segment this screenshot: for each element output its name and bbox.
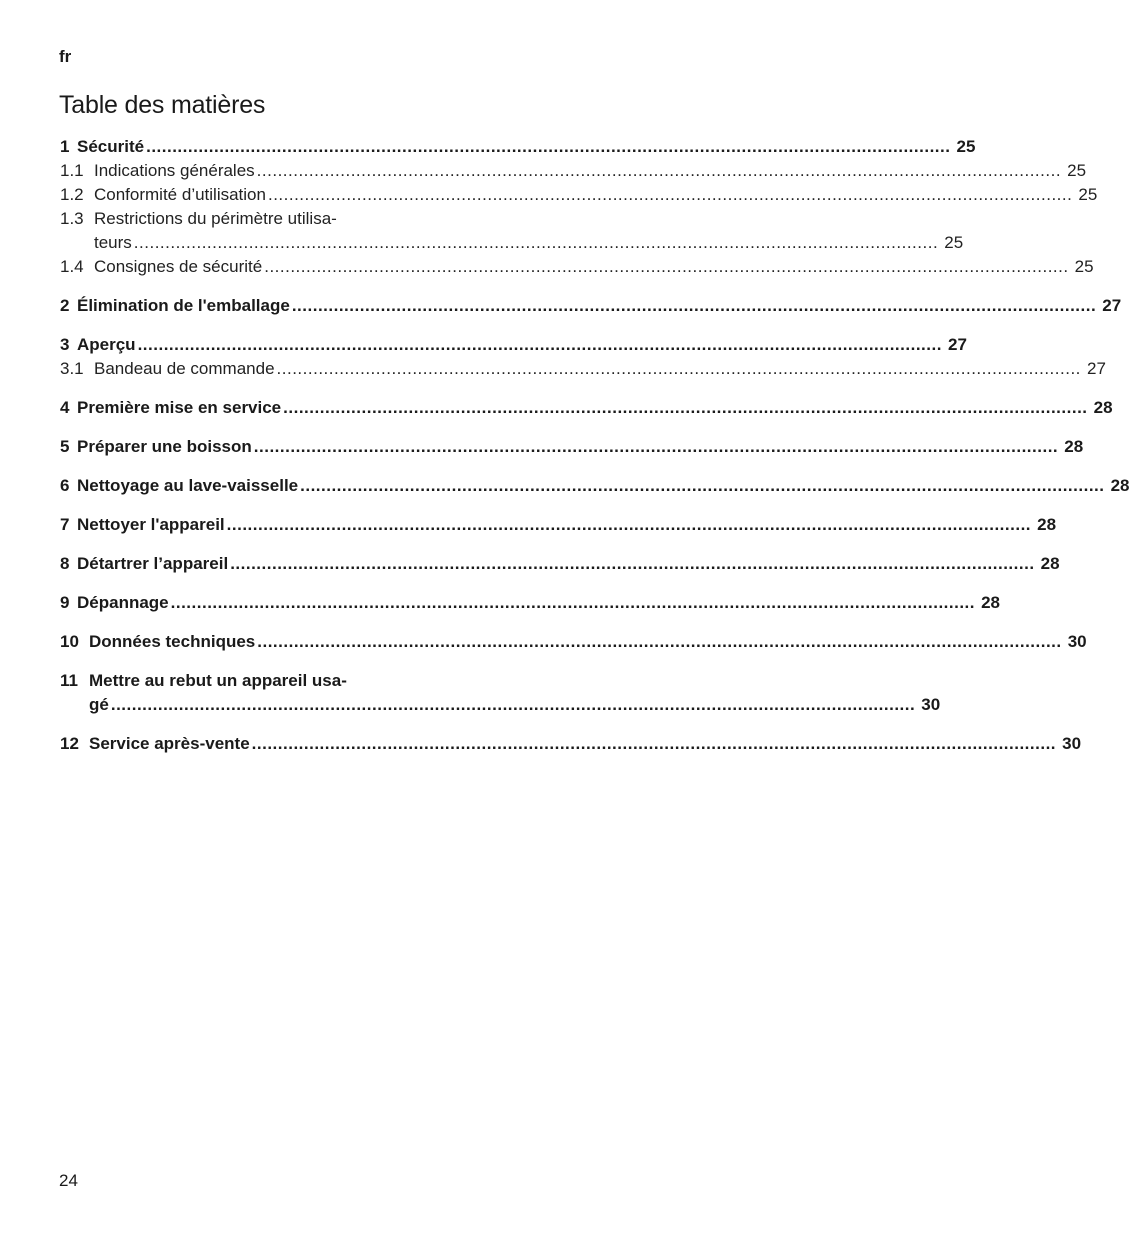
toc-entry-number: 10 bbox=[60, 632, 79, 651]
dot-leader bbox=[227, 513, 1031, 537]
toc-entry-page: 25 bbox=[956, 137, 976, 156]
dot-leader bbox=[283, 396, 1087, 420]
toc-entry-number: 7 bbox=[60, 515, 70, 534]
toc-entry-label: Préparer une boisson bbox=[77, 437, 252, 456]
toc-entry-number: 9 bbox=[60, 593, 70, 612]
toc-entry-page: 30 bbox=[921, 695, 941, 714]
toc-entry-securite[interactable] bbox=[60, 135, 976, 159]
toc-entry-donnees-techniques[interactable] bbox=[60, 630, 1087, 654]
toc-section-4 bbox=[60, 396, 1113, 420]
toc-entry-label: Dépannage bbox=[77, 593, 169, 612]
toc-entry-page: 28 bbox=[1040, 554, 1060, 573]
toc-section-5 bbox=[60, 435, 1084, 459]
table-of-contents bbox=[60, 135, 1130, 771]
toc-entry-label: Service après-vente bbox=[89, 734, 250, 753]
page-title: Table des matières bbox=[59, 91, 266, 119]
dot-leader bbox=[138, 333, 942, 357]
toc-entry-page: 28 bbox=[1064, 437, 1084, 456]
toc-section-2 bbox=[60, 294, 1122, 318]
toc-entry-line-2 bbox=[60, 693, 941, 717]
toc-entry-number: 1.3 bbox=[60, 209, 84, 228]
toc-entry-label: Restrictions du périmètre utilisa- bbox=[94, 209, 337, 228]
dot-leader bbox=[257, 630, 1061, 654]
toc-section-11 bbox=[60, 669, 941, 717]
toc-entry-service-apres-vente[interactable] bbox=[60, 732, 1082, 756]
toc-entry-page: 27 bbox=[948, 335, 967, 354]
toc-entry-page: 25 bbox=[1078, 185, 1098, 204]
toc-entry-number: 4 bbox=[60, 398, 70, 417]
toc-entry-page: 30 bbox=[1062, 734, 1082, 753]
toc-entry-page: 27 bbox=[1086, 359, 1106, 378]
dot-leader bbox=[134, 231, 938, 255]
dot-leader bbox=[171, 591, 975, 615]
toc-entry-page: 30 bbox=[1067, 632, 1087, 651]
toc-entry-number: 1.2 bbox=[60, 185, 84, 204]
toc-entry-number: 8 bbox=[60, 554, 70, 573]
toc-entry-nettoyer-appareil[interactable] bbox=[60, 513, 1057, 537]
toc-entry-label: Données techniques bbox=[89, 632, 256, 651]
language-code: fr bbox=[59, 47, 72, 66]
toc-entry-number: 1 bbox=[60, 137, 70, 156]
toc-entry-page: 25 bbox=[1074, 257, 1094, 276]
toc-section-8 bbox=[60, 552, 1060, 576]
toc-entry-page: 27 bbox=[1102, 296, 1122, 315]
toc-entry-label: Indications générales bbox=[94, 161, 255, 180]
toc-entry-indications-generales[interactable] bbox=[60, 159, 1087, 183]
toc-entry-label: Nettoyage au lave-vaisselle bbox=[77, 476, 299, 495]
dot-leader bbox=[257, 159, 1061, 183]
toc-entry-line-1 bbox=[60, 207, 420, 231]
dot-leader bbox=[300, 474, 1104, 498]
toc-entry-nettoyage-lave-vaisselle[interactable] bbox=[60, 474, 1130, 498]
toc-entry-apercu[interactable] bbox=[60, 333, 967, 357]
toc-entry-depannage[interactable] bbox=[60, 591, 1001, 615]
toc-entry-consignes[interactable] bbox=[60, 255, 1094, 279]
toc-entry-page: 25 bbox=[944, 233, 964, 252]
toc-entry-bandeau[interactable] bbox=[60, 357, 1106, 381]
toc-entry-label: Élimination de l'emballage bbox=[77, 296, 290, 315]
toc-entry-label: Sécurité bbox=[77, 137, 145, 156]
toc-section-10 bbox=[60, 630, 1087, 654]
toc-entry-premiere-mise[interactable] bbox=[60, 396, 1113, 420]
toc-entry-number: 11 bbox=[60, 671, 78, 690]
dot-leader bbox=[146, 135, 950, 159]
toc-entry-detartrer[interactable] bbox=[60, 552, 1060, 576]
toc-entry-number: 12 bbox=[60, 734, 79, 753]
toc-entry-label: Conformité d’utilisation bbox=[94, 185, 266, 204]
page-number: 24 bbox=[59, 1171, 78, 1190]
toc-entry-mettre-au-rebut[interactable] bbox=[60, 669, 941, 717]
toc-section-3 bbox=[60, 333, 1106, 381]
toc-entry-number: 3 bbox=[60, 335, 70, 354]
dot-leader bbox=[111, 693, 915, 717]
toc-entry-number: 2 bbox=[60, 296, 70, 315]
toc-entry-restrictions[interactable] bbox=[60, 207, 964, 255]
toc-entry-number: 1.4 bbox=[60, 257, 84, 276]
toc-entry-label-continued: teurs bbox=[94, 233, 132, 252]
toc-section-7 bbox=[60, 513, 1057, 537]
toc-entry-number: 5 bbox=[60, 437, 70, 456]
dot-leader bbox=[230, 552, 1034, 576]
toc-entry-label: Bandeau de commande bbox=[94, 359, 275, 378]
toc-entry-number: 1.1 bbox=[60, 161, 84, 180]
toc-entry-line-2 bbox=[60, 231, 964, 255]
toc-entry-preparer-boisson[interactable] bbox=[60, 435, 1084, 459]
toc-section-1 bbox=[60, 135, 1098, 279]
dot-leader bbox=[252, 732, 1056, 756]
dot-leader bbox=[268, 183, 1072, 207]
dot-leader bbox=[292, 294, 1096, 318]
toc-entry-label: Première mise en service bbox=[77, 398, 282, 417]
toc-entry-label: Détartrer l’appareil bbox=[77, 554, 229, 573]
toc-entry-label-continued: gé bbox=[89, 695, 109, 714]
toc-entry-page: 28 bbox=[1037, 515, 1057, 534]
toc-entry-page: 28 bbox=[1110, 476, 1130, 495]
dot-leader bbox=[254, 435, 1058, 459]
toc-entry-label: Nettoyer l'appareil bbox=[77, 515, 225, 534]
toc-entry-line-1 bbox=[60, 669, 420, 693]
toc-entry-page: 28 bbox=[1093, 398, 1113, 417]
toc-section-9 bbox=[60, 591, 1001, 615]
toc-section-6 bbox=[60, 474, 1130, 498]
toc-entry-label: Consignes de sécurité bbox=[94, 257, 263, 276]
toc-entry-label: Aperçu bbox=[77, 335, 136, 354]
toc-entry-elimination[interactable] bbox=[60, 294, 1122, 318]
toc-entry-conformite[interactable] bbox=[60, 183, 1098, 207]
toc-entry-label: Mettre au rebut un appareil usa- bbox=[89, 671, 347, 690]
dot-leader bbox=[277, 357, 1081, 381]
toc-entry-number: 3.1 bbox=[60, 359, 84, 378]
toc-entry-page: 25 bbox=[1067, 161, 1087, 180]
toc-entry-page: 28 bbox=[981, 593, 1001, 612]
toc-section-12 bbox=[60, 732, 1082, 756]
dot-leader bbox=[264, 255, 1068, 279]
toc-entry-number: 6 bbox=[60, 476, 70, 495]
